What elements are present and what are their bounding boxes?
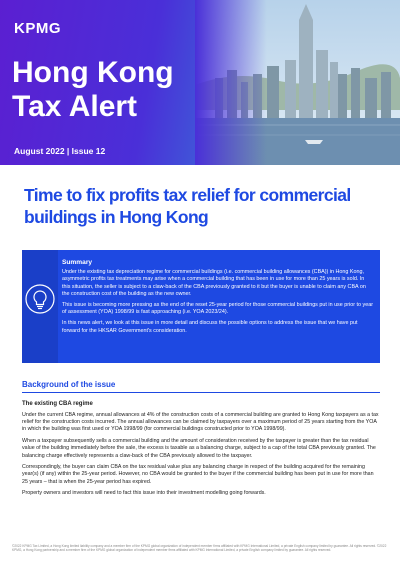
summary-paragraph: Under the existing tax depreciation regime for commercial buildings (i.e. commercial building allowances (CBA)) in Hong Kong, asymmetric profits tax treatments may arise when a commercial building that has been in use for more than 25 years is sold. In this situation, the seller is subject to a claw-back of the CBA previously granted to it but the buyer is unable to claim any CBA on the construction cost of the building as the new owner. bbox=[62, 269, 366, 297]
summary-sidebar bbox=[22, 250, 58, 363]
body-paragraph: Correspondingly, the buyer can claim CBA on the tax residual value plus any balancing charge in respect of the building acquired for the remaining year(s) (if any) within the 25-year period. However, no CBA would be granted to the buyer if the commercial building has been put in use for more than 25 years – that is when the 25-year period has expired. bbox=[22, 464, 374, 485]
summary-heading: Summary bbox=[62, 259, 93, 266]
issue-label: August 2022 | Issue 12 bbox=[14, 146, 106, 156]
body-paragraph: Under the current CBA regime, annual allowances at 4% of the construction costs of a commercial building are granted to Hong Kong taxpayers as a tax relief for the construction costs incurred. The annual allowances can be claimed by taxpayers over a maximum period of 25 years starting from the YOA in which the building was first used or YOA 1998/99 (for commercial buildings constructed prior to YOA 1998/99). bbox=[22, 412, 379, 433]
section-divider bbox=[22, 392, 380, 393]
subsection-heading: The existing CBA regime bbox=[22, 401, 93, 407]
summary-box bbox=[22, 250, 380, 363]
legal-footer: ©2022 KPMG Tax Limited, a Hong Kong limited liability company and a member firm of the KPMG global organization of independent member firms affiliated with KPMG International Limited, a private English company limited by guarantee. All rights reserved. ©2022 KPMG, a Hong Kong partnership and a member firm of the KPMG global organization of independent member firms affiliated with KPMG International Limited, a private English company limited by guarantee. All rights reserved. bbox=[12, 544, 387, 552]
lightbulb-icon bbox=[24, 283, 56, 315]
skyline-photo bbox=[195, 0, 400, 165]
body-paragraph: Property owners and investors will need to fact this issue into their investment modelling going forwards. bbox=[22, 490, 266, 497]
summary-paragraph: This issue is becoming more pressing as the end of the reset 25-year period for those commercial buildings put in use prior to year of assessment (YOA) 1998/99 is fast approaching (i.e. YOA 2023/24). bbox=[62, 302, 374, 316]
summary-paragraph: In this news alert, we look at this issue in more detail and discuss the possible options to address the issue that we have put forward for the HKSAR Government's consideration. bbox=[62, 320, 358, 334]
body-text bbox=[22, 412, 380, 502]
kpmg-logo: KPMG bbox=[14, 20, 61, 37]
title-line-2: Tax Alert bbox=[12, 90, 138, 123]
header-banner bbox=[0, 0, 400, 165]
body-paragraph: When a taxpayer subsequently sells a commercial building and the amount of consideration received by the taxpayer is greater than the tax residual value of the building immediately before the sale, the excess is taxable as a balancing charge, subject to a cap of the total CBA previously granted. The balancing charge effectively represents a claw-back of the CBA previously allowed to the taxpayer. bbox=[22, 438, 376, 459]
summary-body bbox=[62, 259, 374, 339]
title-line-1: Hong Kong bbox=[12, 56, 174, 89]
page-title bbox=[12, 56, 174, 124]
section-heading: Background of the issue bbox=[22, 380, 116, 389]
article-headline: Time to fix profits tax relief for commercial buildings in Hong Kong bbox=[24, 185, 351, 227]
